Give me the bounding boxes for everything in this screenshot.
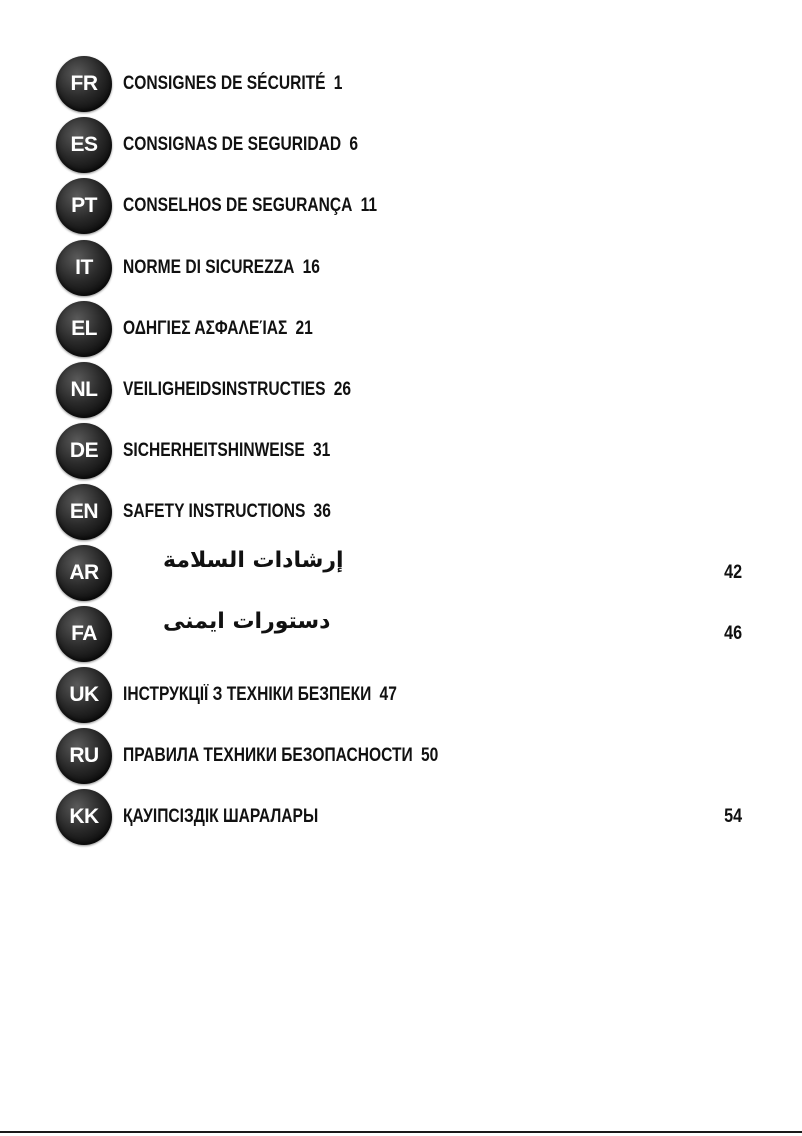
language-badge-de	[56, 423, 112, 479]
entry-title-text: CONSIGNAS DE SEGURIDAD	[123, 134, 342, 155]
toc-entry-fa[interactable]	[0, 606, 802, 662]
entry-title	[123, 301, 313, 357]
entry-title	[123, 728, 438, 784]
entry-page-number: 42	[724, 562, 742, 583]
language-code: FA	[71, 622, 97, 645]
language-badge-fr	[56, 56, 112, 112]
language-code: EN	[69, 500, 99, 523]
entry-title	[123, 117, 358, 173]
entry-page-number: 6	[349, 134, 359, 155]
language-code: FR	[70, 72, 98, 95]
language-code: NL	[70, 378, 98, 401]
entry-title-text: SICHERHEITSHINWEISE	[123, 440, 305, 461]
entry-page-number: 54	[724, 806, 742, 827]
entry-title-text: NORME DI SICUREZZA	[123, 257, 295, 278]
entry-title-text: CONSELHOS DE SEGURANÇA	[123, 195, 353, 216]
language-code: KK	[69, 805, 99, 828]
entry-page-number: 36	[313, 501, 331, 522]
entry-title-text: SAFETY INSTRUCTIONS	[123, 501, 306, 522]
toc-entry-ar[interactable]	[0, 545, 802, 601]
language-badge-kk	[56, 789, 112, 845]
language-code: AR	[69, 561, 99, 584]
toc-entry-it[interactable]	[0, 240, 802, 296]
language-badge-uk	[56, 667, 112, 723]
language-badge-pt	[56, 178, 112, 234]
toc-entry-pt[interactable]	[0, 178, 802, 234]
language-code: ES	[70, 133, 98, 156]
page-bottom-rule	[0, 1131, 802, 1133]
language-badge-nl	[56, 362, 112, 418]
toc-entry-ru[interactable]	[0, 728, 802, 784]
language-badge-en	[56, 484, 112, 540]
entry-page-number: 31	[312, 440, 331, 461]
entry-title	[123, 423, 330, 479]
language-badge-el	[56, 301, 112, 357]
entry-title-text: VEILIGHEIDSINSTRUCTIES	[123, 379, 326, 400]
toc-entry-fr[interactable]	[0, 56, 802, 112]
toc-entry-el[interactable]	[0, 301, 802, 357]
entry-title-text: ІНСТРУКЦІЇ З ТЕХНІКИ БЕЗПЕКИ	[123, 684, 372, 705]
toc-entry-uk[interactable]	[0, 667, 802, 723]
entry-title	[123, 484, 331, 540]
language-code: DE	[69, 439, 99, 462]
entry-page-number: 46	[724, 623, 742, 644]
toc-entry-en[interactable]	[0, 484, 802, 540]
entry-title	[123, 362, 351, 418]
entry-title-text: دستورات ایمنی	[163, 609, 331, 634]
language-code: UK	[69, 683, 99, 706]
entry-page-number: 26	[333, 379, 352, 400]
entry-title	[123, 240, 320, 296]
entry-page-number: 50	[420, 745, 439, 766]
language-code: PT	[71, 194, 97, 217]
entry-title	[123, 178, 377, 234]
entry-title	[123, 667, 397, 723]
entry-page-number: 21	[295, 318, 313, 339]
language-badge-ru	[56, 728, 112, 784]
entry-page-number: 11	[360, 195, 378, 216]
language-badge-ar	[56, 545, 112, 601]
language-badge-es	[56, 117, 112, 173]
language-badge-fa	[56, 606, 112, 662]
entry-page-number: 16	[302, 257, 320, 278]
toc-entry-es[interactable]	[0, 117, 802, 173]
entry-title-text: إرشادات السلامة	[163, 548, 344, 573]
toc-entry-de[interactable]	[0, 423, 802, 479]
entry-title-text: CONSIGNES DE SÉCURITÉ	[123, 73, 326, 94]
entry-title-text: ПРАВИЛА ТЕХНИКИ БЕЗОПАСНОСТИ	[123, 745, 413, 766]
entry-page-number: 1	[333, 73, 343, 94]
language-code: EL	[71, 317, 97, 340]
toc-entry-kk[interactable]	[0, 789, 802, 845]
language-code: RU	[69, 744, 99, 767]
language-code: IT	[75, 256, 93, 279]
entry-title-text: ΟΔΗΓΙΕΣ ΑΣΦΑΛΕΊΑΣ	[123, 318, 288, 339]
entry-page-number: 47	[379, 684, 397, 705]
toc-entry-nl[interactable]	[0, 362, 802, 418]
entry-title	[123, 56, 342, 112]
language-badge-it	[56, 240, 112, 296]
entry-title-text: ҚАУІПСІЗДІК ШАРАЛАРЫ	[123, 806, 319, 827]
